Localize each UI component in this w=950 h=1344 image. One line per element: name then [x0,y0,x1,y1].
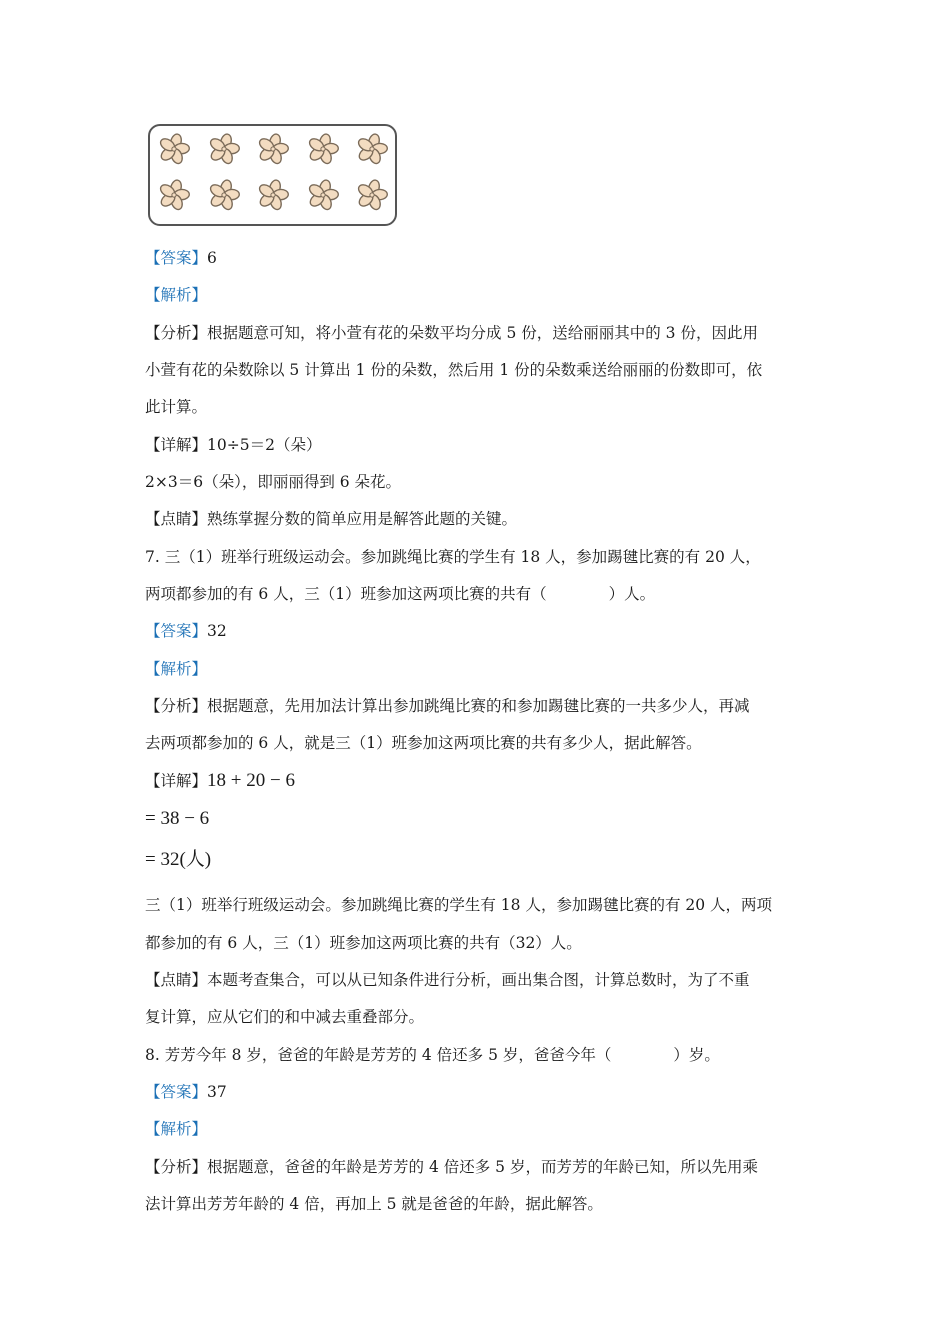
flower-icon [207,178,241,212]
flower-icon [157,178,191,212]
flower-figure [148,124,397,226]
q6-detail-line-2: 2×3＝6（朵），即丽丽得到 6 朵花。 [145,473,402,491]
fenxi-text: 根据题意，先用加法计算出参加跳绳比赛的和参加踢毽比赛的一共多少人，再减 [207,697,750,715]
point-text: 熟练掌握分数的简单应用是解答此题的关键。 [207,510,518,528]
answer-value: 32 [207,622,227,640]
q8-fenxi-line-1 [145,1156,758,1178]
q6-fenxi-line-2: 小萱有花的朵数除以 5 计算出 1 份的朵数，然后用 1 份的朵数乘送给丽丽的份数即可，依 [145,361,763,379]
flower-icon [306,132,340,166]
q7-point-line-1 [145,969,750,991]
q7-point-line-2: 复计算，应从它们的和中减去重叠部分。 [145,1008,425,1026]
point-text: 本题考查集合，可以从已知条件进行分析，画出集合图，计算总数时，为了不重 [207,971,750,989]
flower-icon [355,132,389,166]
q6-analysis-tag: 【解析】 [145,286,208,304]
answer-tag: 【答案】 [145,1083,208,1101]
q6-answer [145,247,217,269]
answer-tag: 【答案】 [145,622,208,640]
point-tag: 【点睛】 [145,971,208,989]
fenxi-tag: 【分析】 [145,1158,208,1176]
fenxi-tag: 【分析】 [145,324,208,342]
fenxi-text: 根据题意，爸爸的年龄是芳芳的 4 倍还多 5 岁，而芳芳的年龄已知，所以先用乘 [207,1158,758,1176]
q8-stem: 8. 芳芳今年 8 岁，爸爸的年龄是芳芳的 4 倍还多 5 岁，爸爸今年（ ）岁。 [145,1046,720,1064]
detail-text: 10÷5＝2（朵） [207,436,322,454]
detail-tag: 【详解】 [145,436,208,454]
math-expression-3: = 32(人) [145,849,212,870]
q7-analysis-tag: 【解析】 [145,660,208,678]
math-expression-2: = 38 − 6 [145,808,210,829]
math-expression-1: 18 + 20 − 6 [207,770,295,791]
flower-icon [157,132,191,166]
point-tag: 【点睛】 [145,510,208,528]
flower-icon [355,178,389,212]
flower-icon [306,178,340,212]
answer-value: 6 [207,249,217,267]
q7-restate-line-1: 三（1）班举行班级运动会。参加跳绳比赛的学生有 18 人，参加踢毽比赛的有 20 人，两项 [145,896,773,914]
q7-stem-line-1: 7. 三（1）班举行班级运动会。参加跳绳比赛的学生有 18 人，参加踢毽比赛的有 20 人， [145,548,761,566]
q6-fenxi-line-1 [145,322,758,344]
q7-restate-line-2: 都参加的有 6 人，三（1）班参加这两项比赛的共有（32）人。 [145,934,582,952]
q7-fenxi-line-1 [145,695,750,717]
q6-detail-line-1 [145,434,321,456]
flower-icon [256,178,290,212]
q8-answer [145,1081,227,1103]
detail-tag: 【详解】 [145,772,208,790]
q8-analysis-tag: 【解析】 [145,1120,208,1138]
q8-fenxi-line-2: 法计算出芳芳年龄的 4 倍，再加上 5 就是爸爸的年龄，据此解答。 [145,1195,603,1213]
fenxi-text: 根据题意可知，将小萱有花的朵数平均分成 5 份，送给丽丽其中的 3 份，因此用 [207,324,758,342]
flower-icon [207,132,241,166]
answer-value: 37 [207,1083,227,1101]
flower-icon [256,132,290,166]
q7-stem-line-2: 两项都参加的有 6 人，三（1）班参加这两项比赛的共有（ ）人。 [145,585,656,603]
q7-detail-line-1 [145,770,295,792]
q6-fenxi-line-3: 此计算。 [145,398,208,416]
q7-answer [145,620,227,642]
q6-point [145,508,517,530]
q7-fenxi-line-2: 去两项都参加的 6 人，就是三（1）班参加这两项比赛的共有多少人，据此解答。 [145,734,702,752]
answer-tag: 【答案】 [145,249,208,267]
fenxi-tag: 【分析】 [145,697,208,715]
